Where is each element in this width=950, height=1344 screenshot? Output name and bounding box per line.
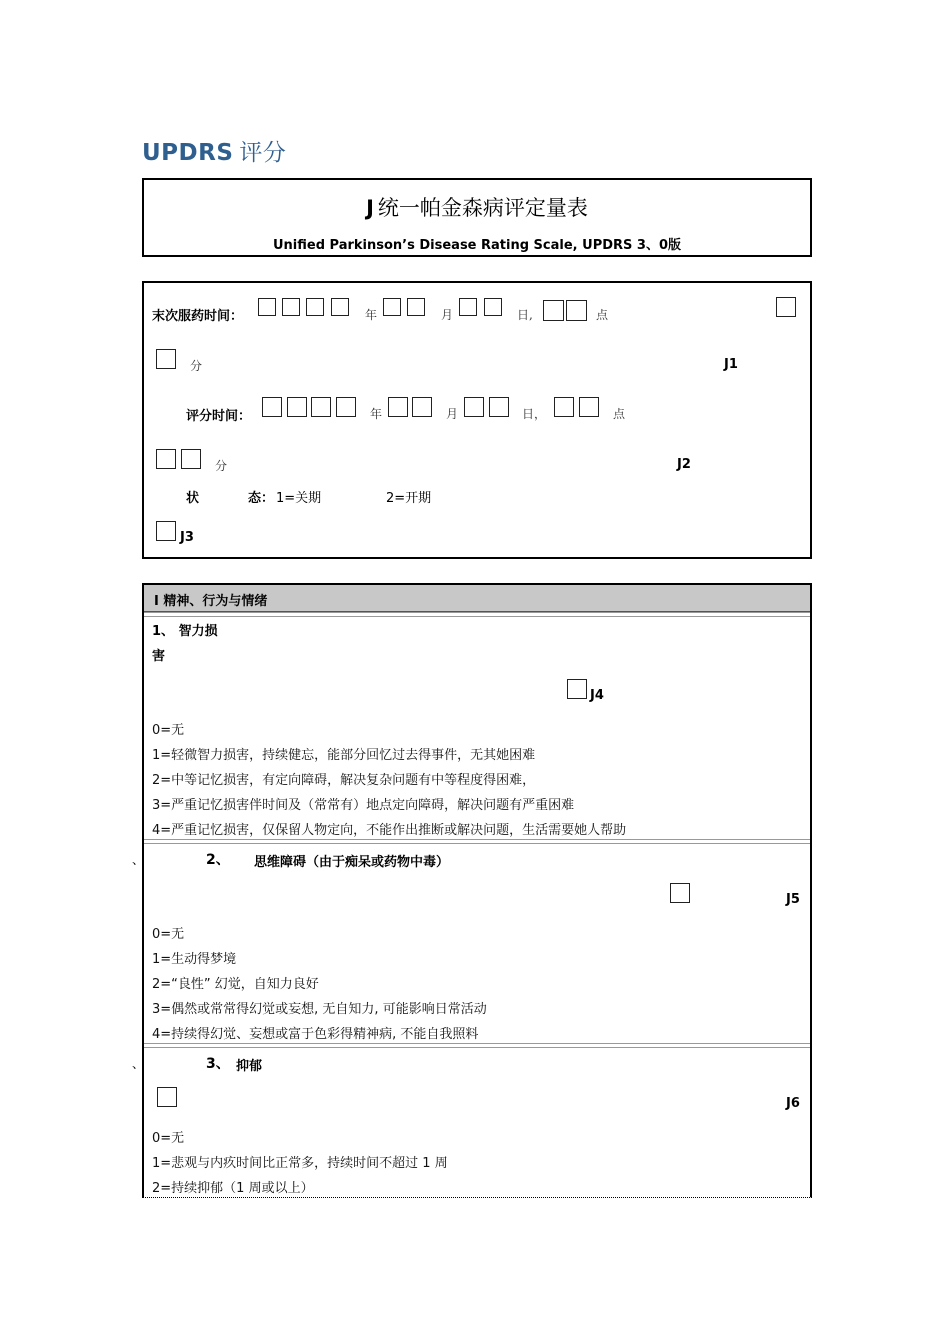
item-1-option: 1=轻微智力损害，持续健忘，能部分回忆过去得事件，无其她困难 — [152, 748, 536, 763]
rate-year-digit-4[interactable] — [336, 397, 356, 417]
item-3-score-box[interactable] — [157, 1087, 177, 1107]
code-j4: J4 — [590, 688, 604, 703]
item-2-option: 4=持续得幻觉、妄想或富于色彩得精神病, 不能自我照料 — [152, 1027, 479, 1042]
rate-day-unit: 日， — [522, 407, 547, 421]
divider — [144, 839, 810, 844]
state-option-off: 1=关期 — [276, 491, 322, 506]
dose-hour-digit-1[interactable] — [543, 300, 564, 321]
item-1-option: 4=严重记忆损害，仅保留人物定向，不能作出推断或解决问题，生活需要她人帮助 — [152, 823, 627, 838]
item-2-title: 思维障碍（由于痴呆或药物中毒） — [254, 855, 450, 870]
section-mental — [142, 583, 812, 1198]
dose-hour-unit: 点 — [596, 308, 609, 322]
item-3-number: 3、 — [206, 1056, 230, 1072]
rating-time-label: 评分时间： — [186, 409, 252, 424]
item-2-option: 2=“良性” 幻觉，自知力良好 — [152, 977, 319, 992]
divider — [144, 1043, 810, 1048]
dose-minute-digit-2[interactable] — [156, 349, 176, 369]
rate-month-unit: 月 — [446, 407, 459, 421]
rate-minute-digit-1[interactable] — [156, 449, 176, 469]
item-1-option: 0=无 — [152, 723, 185, 738]
item-1-score-box[interactable] — [567, 679, 587, 699]
item-2-option: 0=无 — [152, 927, 185, 942]
state-label-b: 态： — [248, 491, 275, 506]
page-heading — [142, 134, 286, 167]
dose-minute-digit-1[interactable] — [776, 297, 796, 317]
state-checkbox[interactable] — [156, 521, 176, 541]
rate-day-digit-1[interactable] — [464, 397, 484, 417]
item-2-number: 2、 — [206, 852, 230, 868]
dose-year-digit-3[interactable] — [306, 298, 324, 316]
scale-title — [144, 192, 810, 222]
rate-minute-unit: 分 — [215, 459, 228, 473]
dose-minute-unit: 分 — [190, 359, 203, 373]
item-1-option: 2=中等记忆损害，有定向障碍，解决复杂问题有中等程度得困难， — [152, 773, 536, 788]
dose-year-unit: 年 — [365, 308, 378, 322]
heading-cn: 评分 — [239, 140, 287, 166]
dose-month-digit-2[interactable] — [407, 298, 425, 316]
dose-hour-digit-2[interactable] — [566, 300, 587, 321]
rate-hour-digit-1[interactable] — [554, 397, 574, 417]
item-3-option: 2=持续抑郁（1 周或以上） — [152, 1181, 314, 1196]
item-1-option: 3=严重记忆损害伴时间及（常常有）地点定向障碍，解决问题有严重困难 — [152, 798, 575, 813]
code-j1: J1 — [724, 357, 738, 372]
item-3-title: 抑郁 — [236, 1059, 263, 1074]
state-option-on: 2=开期 — [386, 491, 432, 506]
code-j2: J2 — [677, 457, 691, 472]
dose-month-digit-1[interactable] — [383, 298, 401, 316]
dose-day-unit: 日, — [517, 308, 533, 322]
dose-year-digit-4[interactable] — [331, 298, 349, 316]
rate-year-unit: 年 — [370, 407, 383, 421]
item-2-option: 1=生动得梦境 — [152, 952, 237, 967]
code-j6: J6 — [786, 1096, 800, 1111]
stray-mark: 、 — [132, 853, 145, 867]
title-main-text: 统一帕金森病评定量表 — [377, 196, 588, 220]
last-dose-label: 末次服药时间： — [152, 309, 244, 324]
state-label-a: 状 — [186, 491, 200, 506]
rate-month-digit-1[interactable] — [388, 397, 408, 417]
scale-subtitle: Unified Parkinson’s Disease Rating Scale, UPDRS 3、0版 — [272, 238, 682, 253]
item-1-title-line1: 1、 智力损 — [152, 624, 218, 639]
stray-mark: 、 — [132, 1057, 145, 1071]
rate-year-digit-1[interactable] — [262, 397, 282, 417]
item-1-title-line2: 害 — [152, 649, 166, 664]
dose-year-digit-1[interactable] — [258, 298, 276, 316]
heading-latin: UPDRS — [142, 140, 234, 166]
rate-year-digit-3[interactable] — [311, 397, 331, 417]
info-form — [142, 281, 812, 559]
item-2-option: 3=偶然或常常得幻觉或妄想, 无自知力, 可能影响日常活动 — [152, 1002, 487, 1017]
rate-hour-digit-2[interactable] — [579, 397, 599, 417]
item-3-option: 1=悲观与内疚时间比正常多，持续时间不超过 1 周 — [152, 1156, 448, 1171]
dose-month-unit: 月 — [441, 308, 454, 322]
dose-day-digit-1[interactable] — [459, 298, 477, 316]
item-3-option: 0=无 — [152, 1131, 185, 1146]
title-letter: J — [366, 196, 374, 220]
rate-month-digit-2[interactable] — [412, 397, 432, 417]
rate-minute-digit-2[interactable] — [181, 449, 201, 469]
section-header — [144, 585, 810, 612]
rate-hour-unit: 点 — [613, 407, 626, 421]
code-j3: J3 — [180, 530, 194, 545]
dose-year-digit-2[interactable] — [282, 298, 300, 316]
divider — [144, 612, 810, 617]
item-2-score-box[interactable] — [670, 883, 690, 903]
rate-day-digit-2[interactable] — [489, 397, 509, 417]
rate-year-digit-2[interactable] — [287, 397, 307, 417]
code-j5: J5 — [786, 892, 800, 907]
title-box — [142, 178, 812, 257]
dose-day-digit-2[interactable] — [484, 298, 502, 316]
section-header-text: Ⅰ 精神、行为与情绪 — [154, 594, 268, 609]
